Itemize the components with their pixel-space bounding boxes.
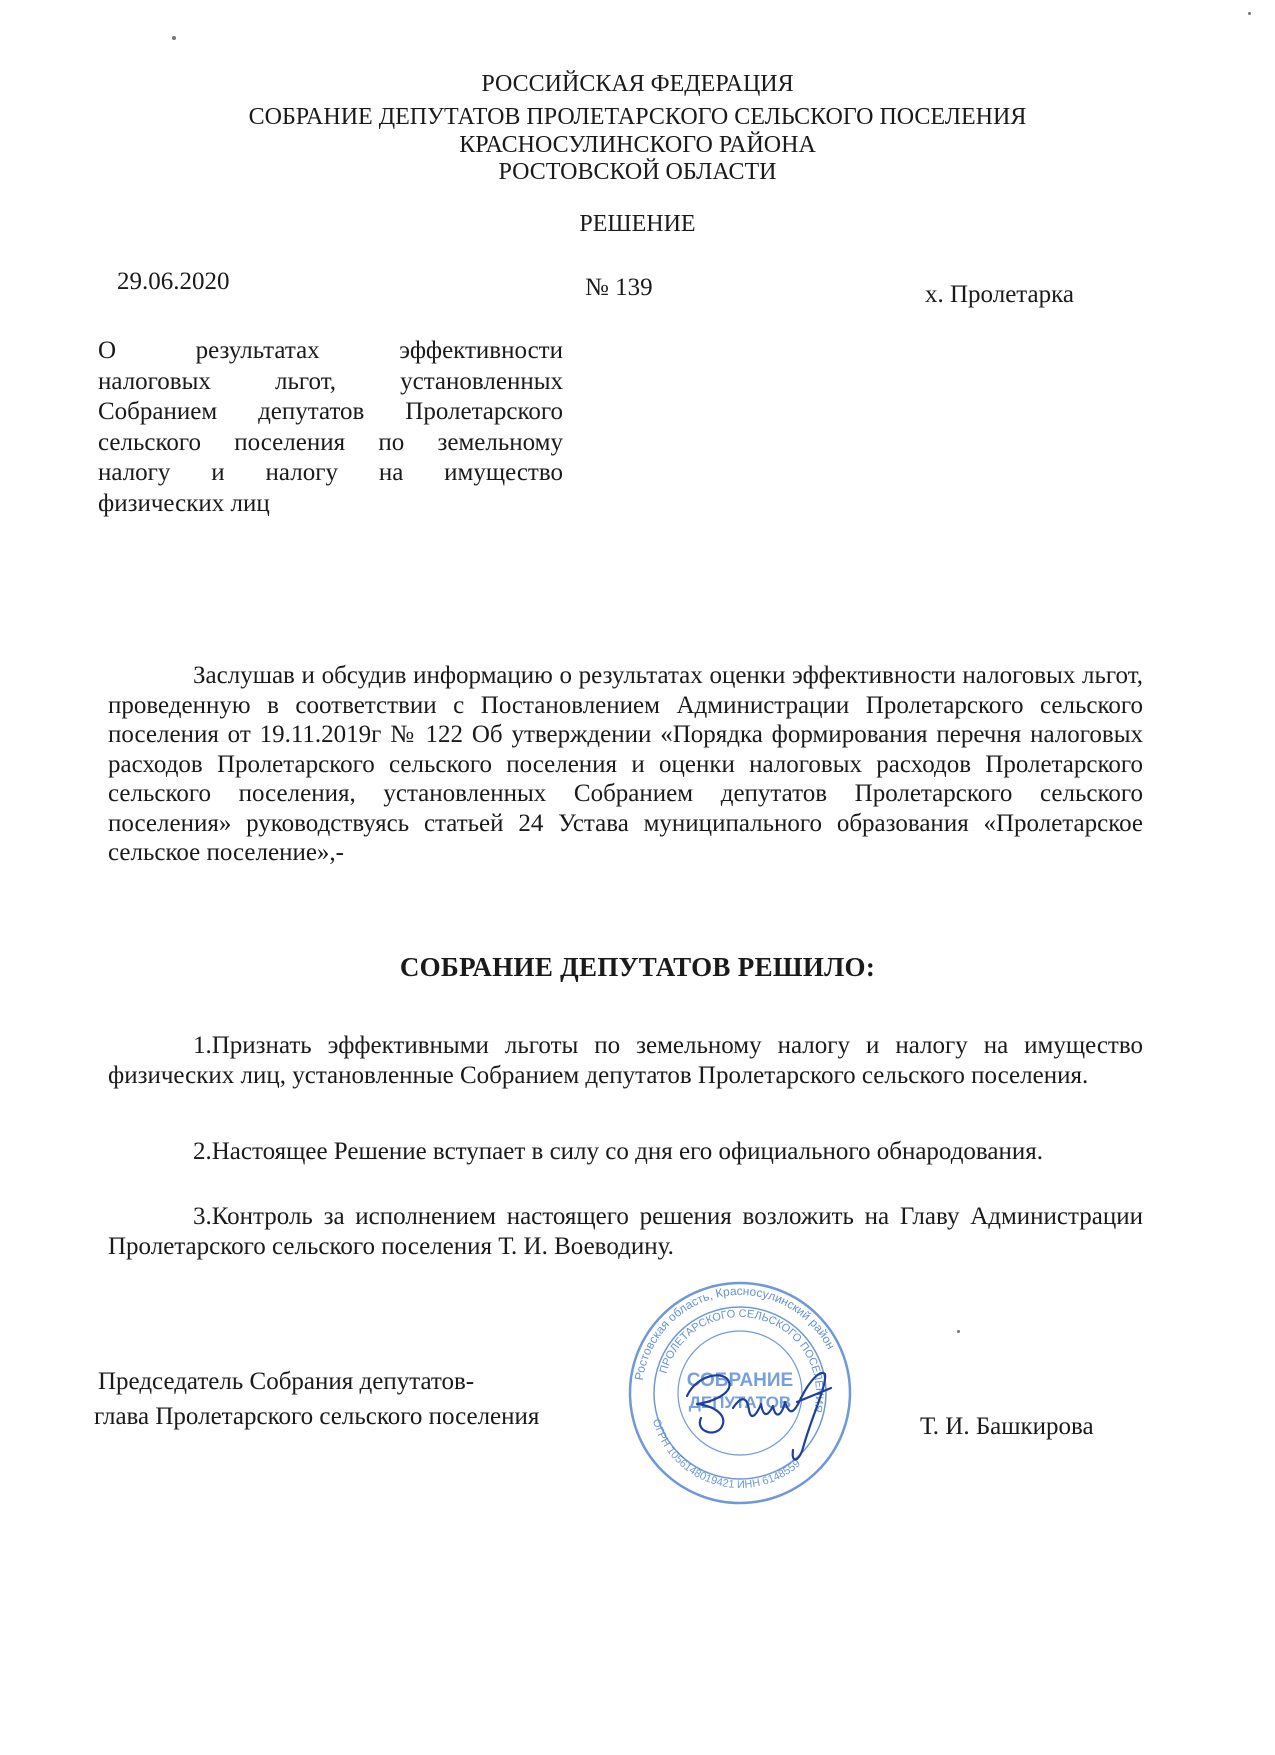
scan-speck: [172, 36, 176, 40]
header-country: РОССИЙСКАЯ ФЕДЕРАЦИЯ: [481, 71, 794, 97]
subject-line: налоговых льгот, установленных: [98, 367, 563, 395]
decision-heading: СОБРАНИЕ ДЕПУТАТОВ РЕШИЛО:: [399, 952, 876, 982]
subject-line: О результатах эффективности: [98, 337, 563, 364]
stamp-center-line2: ДЕПУТАТОВ: [688, 1393, 792, 1412]
header-assembly: СОБРАНИЕ ДЕПУТАТОВ ПРОЛЕТАРСКОГО СЕЛЬСКОГО ПОСЕЛЕНИЯ: [248, 104, 1027, 130]
signatory-title-line1: Председатель Собрания депутатов-: [98, 1368, 475, 1395]
decision-item-3: 3.Контроль за исполнением настоящего решения возложить на Главу Администрации Пролетарского сельского поселения Т. И. Воеводину.: [108, 1203, 1143, 1260]
stamp-bottom-text: ОГРН 1056148019421 ИНН 6148559: [649, 1417, 803, 1492]
subject-line: сельского поселения по земельному: [98, 428, 563, 456]
stamp-inner-text: ПРОЛЕТАРСКОГО СЕЛЬСКОГО ПОСЕЛЕНИЯ: [657, 1307, 826, 1414]
official-stamp: [625, 1278, 855, 1508]
document-type: РЕШЕНИЕ: [579, 211, 696, 237]
stamp-outer-text: Ростовская область, Красносулинский район: [631, 1283, 838, 1382]
header-district: КРАСНОСУЛИНСКОГО РАЙОНА: [459, 132, 816, 158]
stamp-center-line1: СОБРАНИЕ: [686, 1370, 794, 1391]
document-place: х. Пролетарка: [925, 281, 1074, 308]
header-region: РОСТОВСКОЙ ОБЛАСТИ: [498, 159, 777, 185]
signatory-title-line2: глава Пролетарского сельского поселения: [94, 1403, 540, 1430]
subject-line: физических лиц: [98, 489, 270, 517]
document-number: № 139: [585, 274, 653, 301]
decision-item-1: 1.Признать эффективными льготы по земельному налогу и налогу на имущество физических лиц, установленные Собранием депутатов Пролетарского сельского поселения.: [108, 1032, 1143, 1089]
subject-line: Собранием депутатов Пролетарского: [98, 398, 563, 425]
document-subject: [98, 336, 563, 519]
scan-speck: [1248, 12, 1251, 15]
decision-item-2: 2.Настоящее Решение вступает в силу со дня его официального обнародования.: [193, 1138, 1044, 1165]
document-date: 29.06.2020: [117, 268, 230, 295]
subject-line: налогу и налогу на имущество: [98, 459, 563, 486]
preamble-paragraph: Заслушав и обсудив информацию о результатах оценки эффективности налоговых льгот, проведенную в соответствии с Постановлением Администрации Пролетарского сельского поселения от 19.11.2019г № 122 Об утверждении «Порядка формирования перечня налоговых расходов Пролетарского сельского поселения и оценки налоговых расходов Пролетарского сельского поселения, установленных Собранием депутатов Пролетарского сельского поселения» руководствуясь статьей 24 Устава муниципального образования «Пролетарское сельское поселение»,-: [108, 662, 1143, 866]
scan-speck: [957, 1330, 960, 1333]
signatory-name: Т. И. Башкирова: [920, 1413, 1094, 1440]
